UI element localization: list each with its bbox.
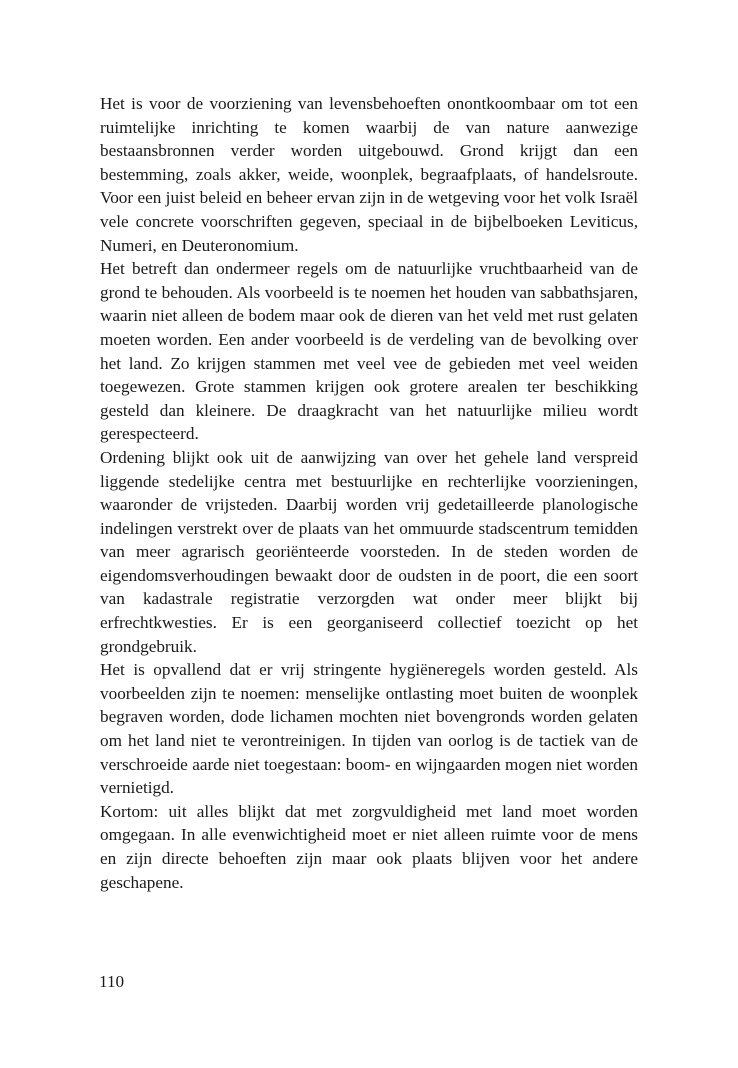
- paragraph-4: Het is opvallend dat er vrij stringente hygiëneregels worden gesteld. Als voorbeelden zijn te noemen: menselijke ontlasting moet buiten de woonplek begraven worden, dode lichamen mochten niet bovengronds worden gelaten om het land niet te verontreinigen. In tijden van oorlog is de tactiek van de verschroeide aarde niet toegestaan: boom- en wijngaarden mogen niet worden vernietigd.: [100, 660, 638, 798]
- page-number: 110: [99, 972, 125, 991]
- paragraph-1: Het is voor de voorziening van levensbehoeften onontkoombaar om tot een ruimtelijke inrichting te komen waarbij de van nature aanwezige bestaansbronnen verder worden uitgebouwd. Grond krijgt dan een bestemming, zoals akker, weide, woonplek, begraafplaats, of handelsroute. Voor een juist beleid en beheer ervan zijn in de wetgeving voor het volk Israël vele concrete voorschriften gegeven, speciaal in de bijbelboeken Leviticus, Numeri, en Deuteronomium.: [100, 94, 638, 255]
- paragraph-2: Het betreft dan ondermeer regels om de natuurlijke vruchtbaarheid van de grond te behouden. Als voorbeeld is te noemen het houden van sabbathsjaren, waarin niet alleen de bodem maar ook de dieren van het veld met rust gelaten moeten worden. Een ander voorbeeld is de verdeling van de bevolking over het land. Zo krijgen stammen met veel vee de gebieden met veel weiden toegewezen. Grote stammen krijgen ook grotere arealen ter beschikking gesteld dan kleinere. De draagkracht van het natuurlijke milieu wordt gerespecteerd.: [100, 259, 638, 444]
- body-text: [100, 92, 638, 894]
- paragraph-3: Ordening blijkt ook uit de aanwijzing van over het gehele land verspreid liggende stedelijke centra met bestuurlijke en rechterlijke voorzieningen, waaronder de vrijsteden. Daarbij worden vrij gedetailleerde planologische indelingen verstrekt over de plaats van het ommuurde stadscentrum temidden van meer agrarisch georiënteerde voorsteden. In de steden worden de eigendomsverhoudingen bewaakt door de oudsten in de poort, die een soort van kadastrale registratie verzorgden wat onder meer blijkt bij erfrechtkwesties. Er is een georganiseerd collectief toezicht op het grondgebruik.: [100, 447, 638, 656]
- paragraph-5: Kortom: uit alles blijkt dat met zorgvuldigheid met land moet worden omgegaan. In alle evenwichtigheid moet er niet alleen ruimte voor de mens en zijn directe behoeften zijn maar ook plaats blijven voor het andere geschapene.: [100, 801, 638, 892]
